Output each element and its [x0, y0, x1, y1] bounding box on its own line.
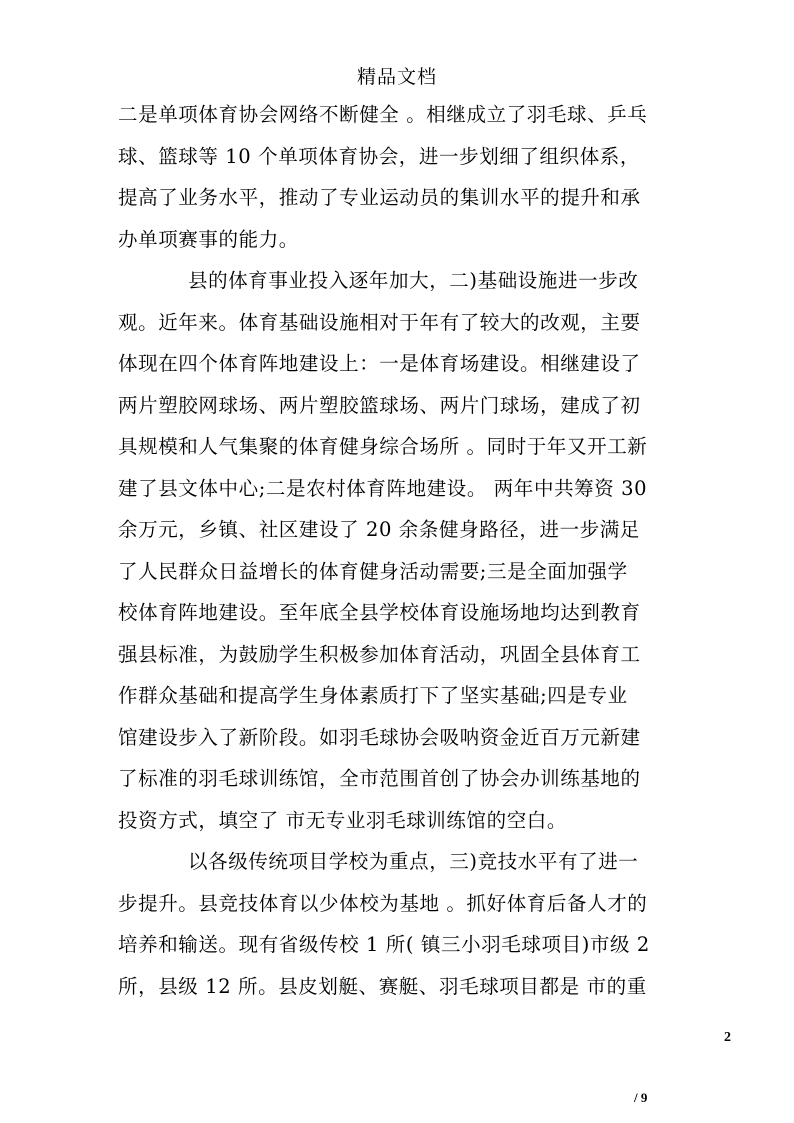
- page-number: 2: [724, 1030, 731, 1045]
- text-line: 步提升。县竞技体育以少体校为基地 。抓好体育后备人才的: [118, 891, 648, 915]
- text-line: 了人民群众日益增长的体育健身活动需要;三是全面加强学: [118, 559, 628, 583]
- text-line: 余万元，乡镇、社区建设了 20 余条健身路径，进一步满足: [118, 518, 641, 541]
- text-line: 提高了业务水平，推动了专业运动员的集训水平的提升和承: [118, 186, 641, 209]
- document-body: [118, 94, 678, 1007]
- text-line: 作群众基础和提高学生身体素质打下了坚实基础;四是专业: [118, 684, 628, 707]
- text-line: 馆建设步入了新阶段。如羽毛球协会吸呐资金近百万元新建: [118, 725, 641, 749]
- text-line: 球、篮球等 10 个单项体育协会，进一步划细了组织体系，: [118, 144, 641, 168]
- text-line: 观。近年来。体育基础设施相对于年有了较大的改观，主要: [118, 310, 641, 334]
- text-line: 投资方式，填空了 市无专业羽毛球训练馆的空白。: [118, 808, 567, 832]
- text-line: 所，县级 12 所。县皮划艇、赛艇、羽毛球项目都是 市的重: [118, 974, 647, 998]
- paragraph-first-line: 县的体育事业投入逐年加大，二)基础设施进一步改: [188, 269, 639, 292]
- document-header-title: 精品文档: [356, 66, 437, 88]
- text-line: 二是单项体育协会网络不断健全 。相继成立了羽毛球、乒乓: [118, 103, 648, 126]
- page-total: / 9: [634, 1090, 648, 1105]
- text-line: 建了县文体中心;二是农村体育阵地建设。 两年中共筹资 30: [118, 476, 648, 500]
- paragraph-first-line: 以各级传统项目学校为重点，三)竞技水平有了进一: [188, 850, 639, 873]
- text-line: 培养和输送。现有省级传校 1 所( 镇三小羽毛球项目)市级 2: [118, 933, 650, 956]
- text-line: 了标准的羽毛球训练馆，全市范围首创了协会办训练基地的: [118, 767, 641, 790]
- text-line: 两片塑胶网球场、两片塑胶篮球场、两片门球场，建成了初: [118, 393, 641, 417]
- text-line: 校体育阵地建设。至年底全县学校体育设施场地均达到教育: [118, 601, 641, 624]
- text-line: 办单项赛事的能力。: [118, 227, 299, 251]
- text-line: 体现在四个体育阵地建设上：一是体育场建设。相继建设了: [118, 352, 641, 375]
- text-line: 强县标准，为鼓励学生积极参加体育活动，巩固全县体育工: [118, 642, 641, 666]
- text-line: 具规模和人气集聚的体育健身综合场所 。同时于年又开工新: [118, 435, 648, 458]
